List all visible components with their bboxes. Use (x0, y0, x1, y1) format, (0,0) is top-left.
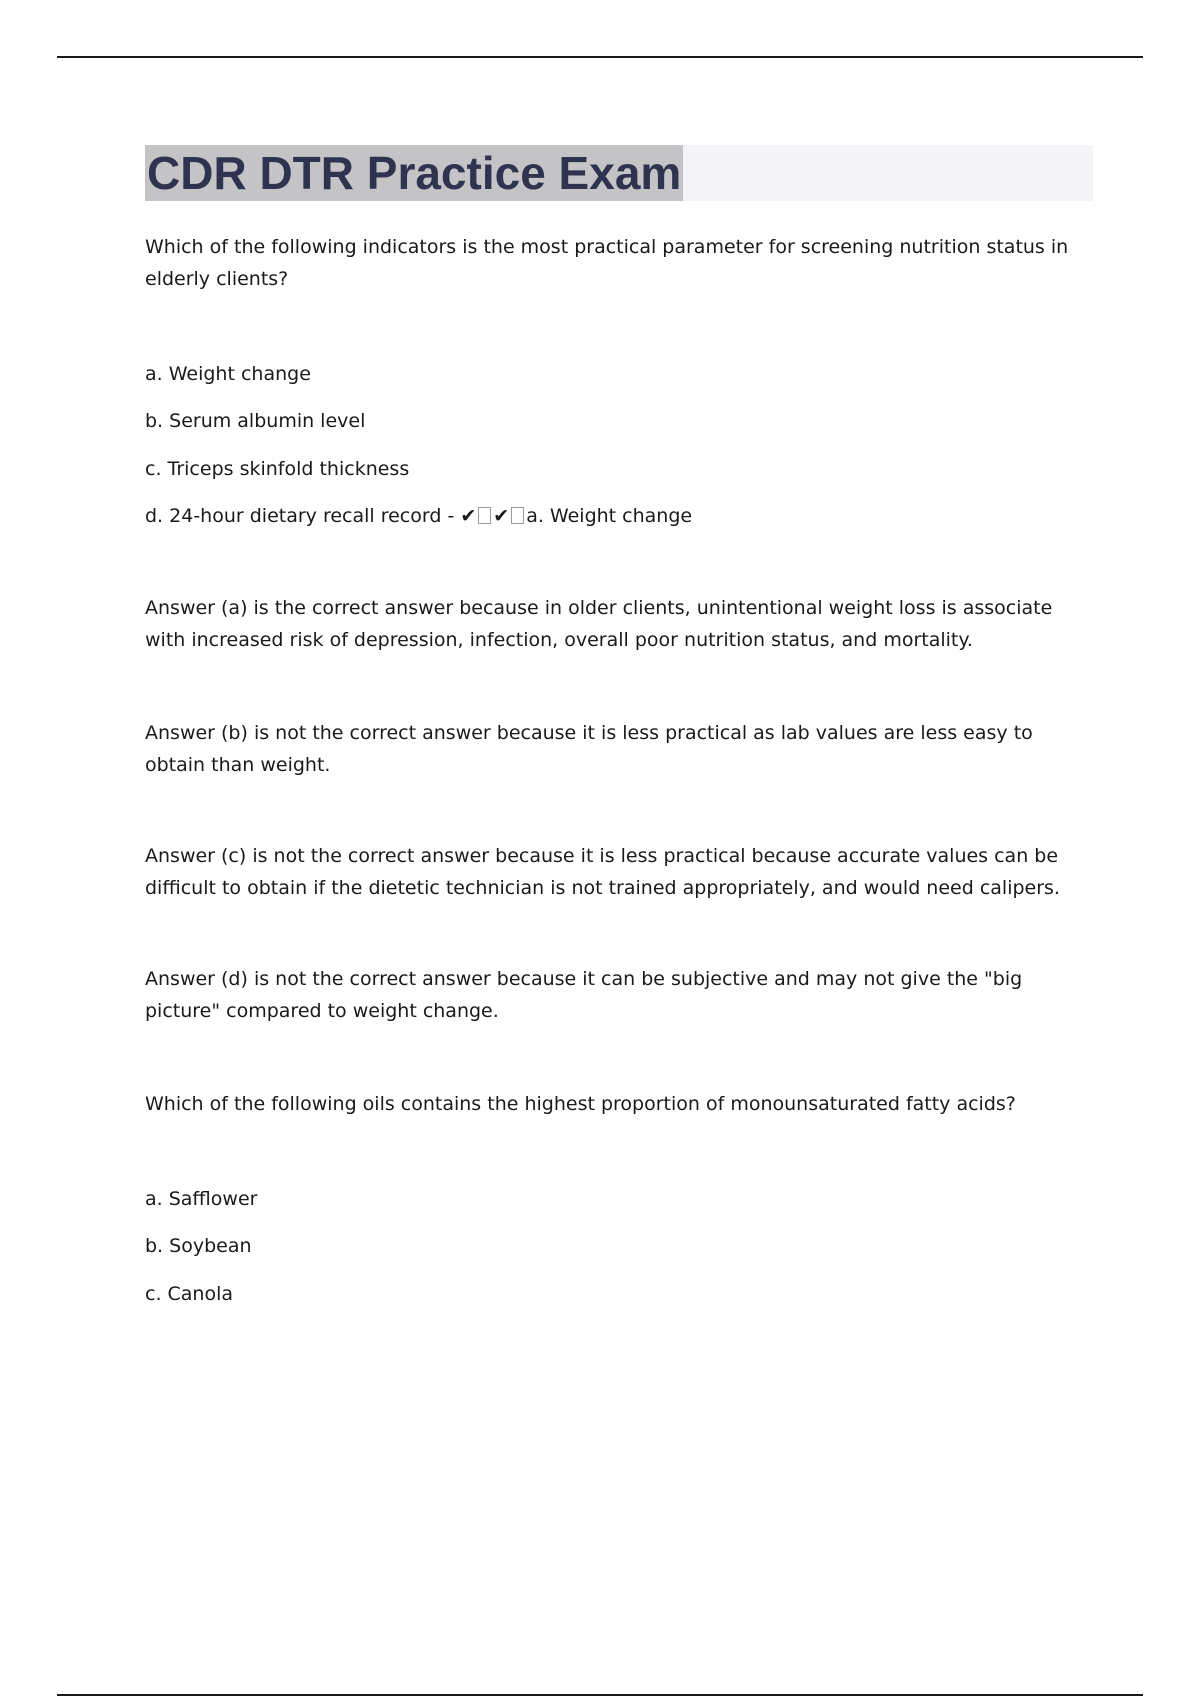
question-1-option-d (145, 500, 1095, 532)
bottom-rule (57, 1694, 1143, 1696)
explanation-b: Answer (b) is not the correct answer because it is less practical as lab values are less easy to obtain than weight. (145, 722, 1033, 776)
question-2-option-c: c. Canola (145, 1283, 234, 1305)
explanation-d: Answer (d) is not the correct answer because it can be subjective and may not give the "big picture" compared to weight change. (145, 968, 1023, 1022)
question-1-option-b: b. Serum albumin level (145, 410, 366, 432)
check-icon: ✔ (460, 505, 477, 527)
question-2-option-a: a. Safflower (145, 1188, 258, 1210)
explanation-c: Answer (c) is not the correct answer because it is less practical because accurate values can be difficult to obtain if the dietetic technician is not trained appropriately, and would need calipers. (145, 845, 1060, 899)
question-1-option-d-label: d. 24-hour dietary recall record - (145, 505, 455, 527)
box-icon (478, 507, 491, 524)
explanation-a: Answer (a) is the correct answer because in older clients, unintentional weight loss is associate with increased risk of depression, infection, overall poor nutrition status, and mortality. (145, 597, 1053, 651)
check-icon: ✔ (493, 505, 510, 527)
top-rule (57, 56, 1143, 58)
question-2-text: Which of the following oils contains the highest proportion of monounsaturated fatty acids? (145, 1093, 1016, 1115)
question-1-option-a: a. Weight change (145, 363, 311, 385)
answer-mark: a. Weight change (526, 505, 693, 527)
page-title: CDR DTR Practice Exam (147, 147, 682, 199)
question-2-option-b: b. Soybean (145, 1235, 252, 1257)
question-1-text: Which of the following indicators is the most practical parameter for screening nutrition status in elderly clients? (145, 236, 1069, 290)
question-1-option-c: c. Triceps skinfold thickness (145, 458, 410, 480)
box-icon (511, 507, 524, 524)
